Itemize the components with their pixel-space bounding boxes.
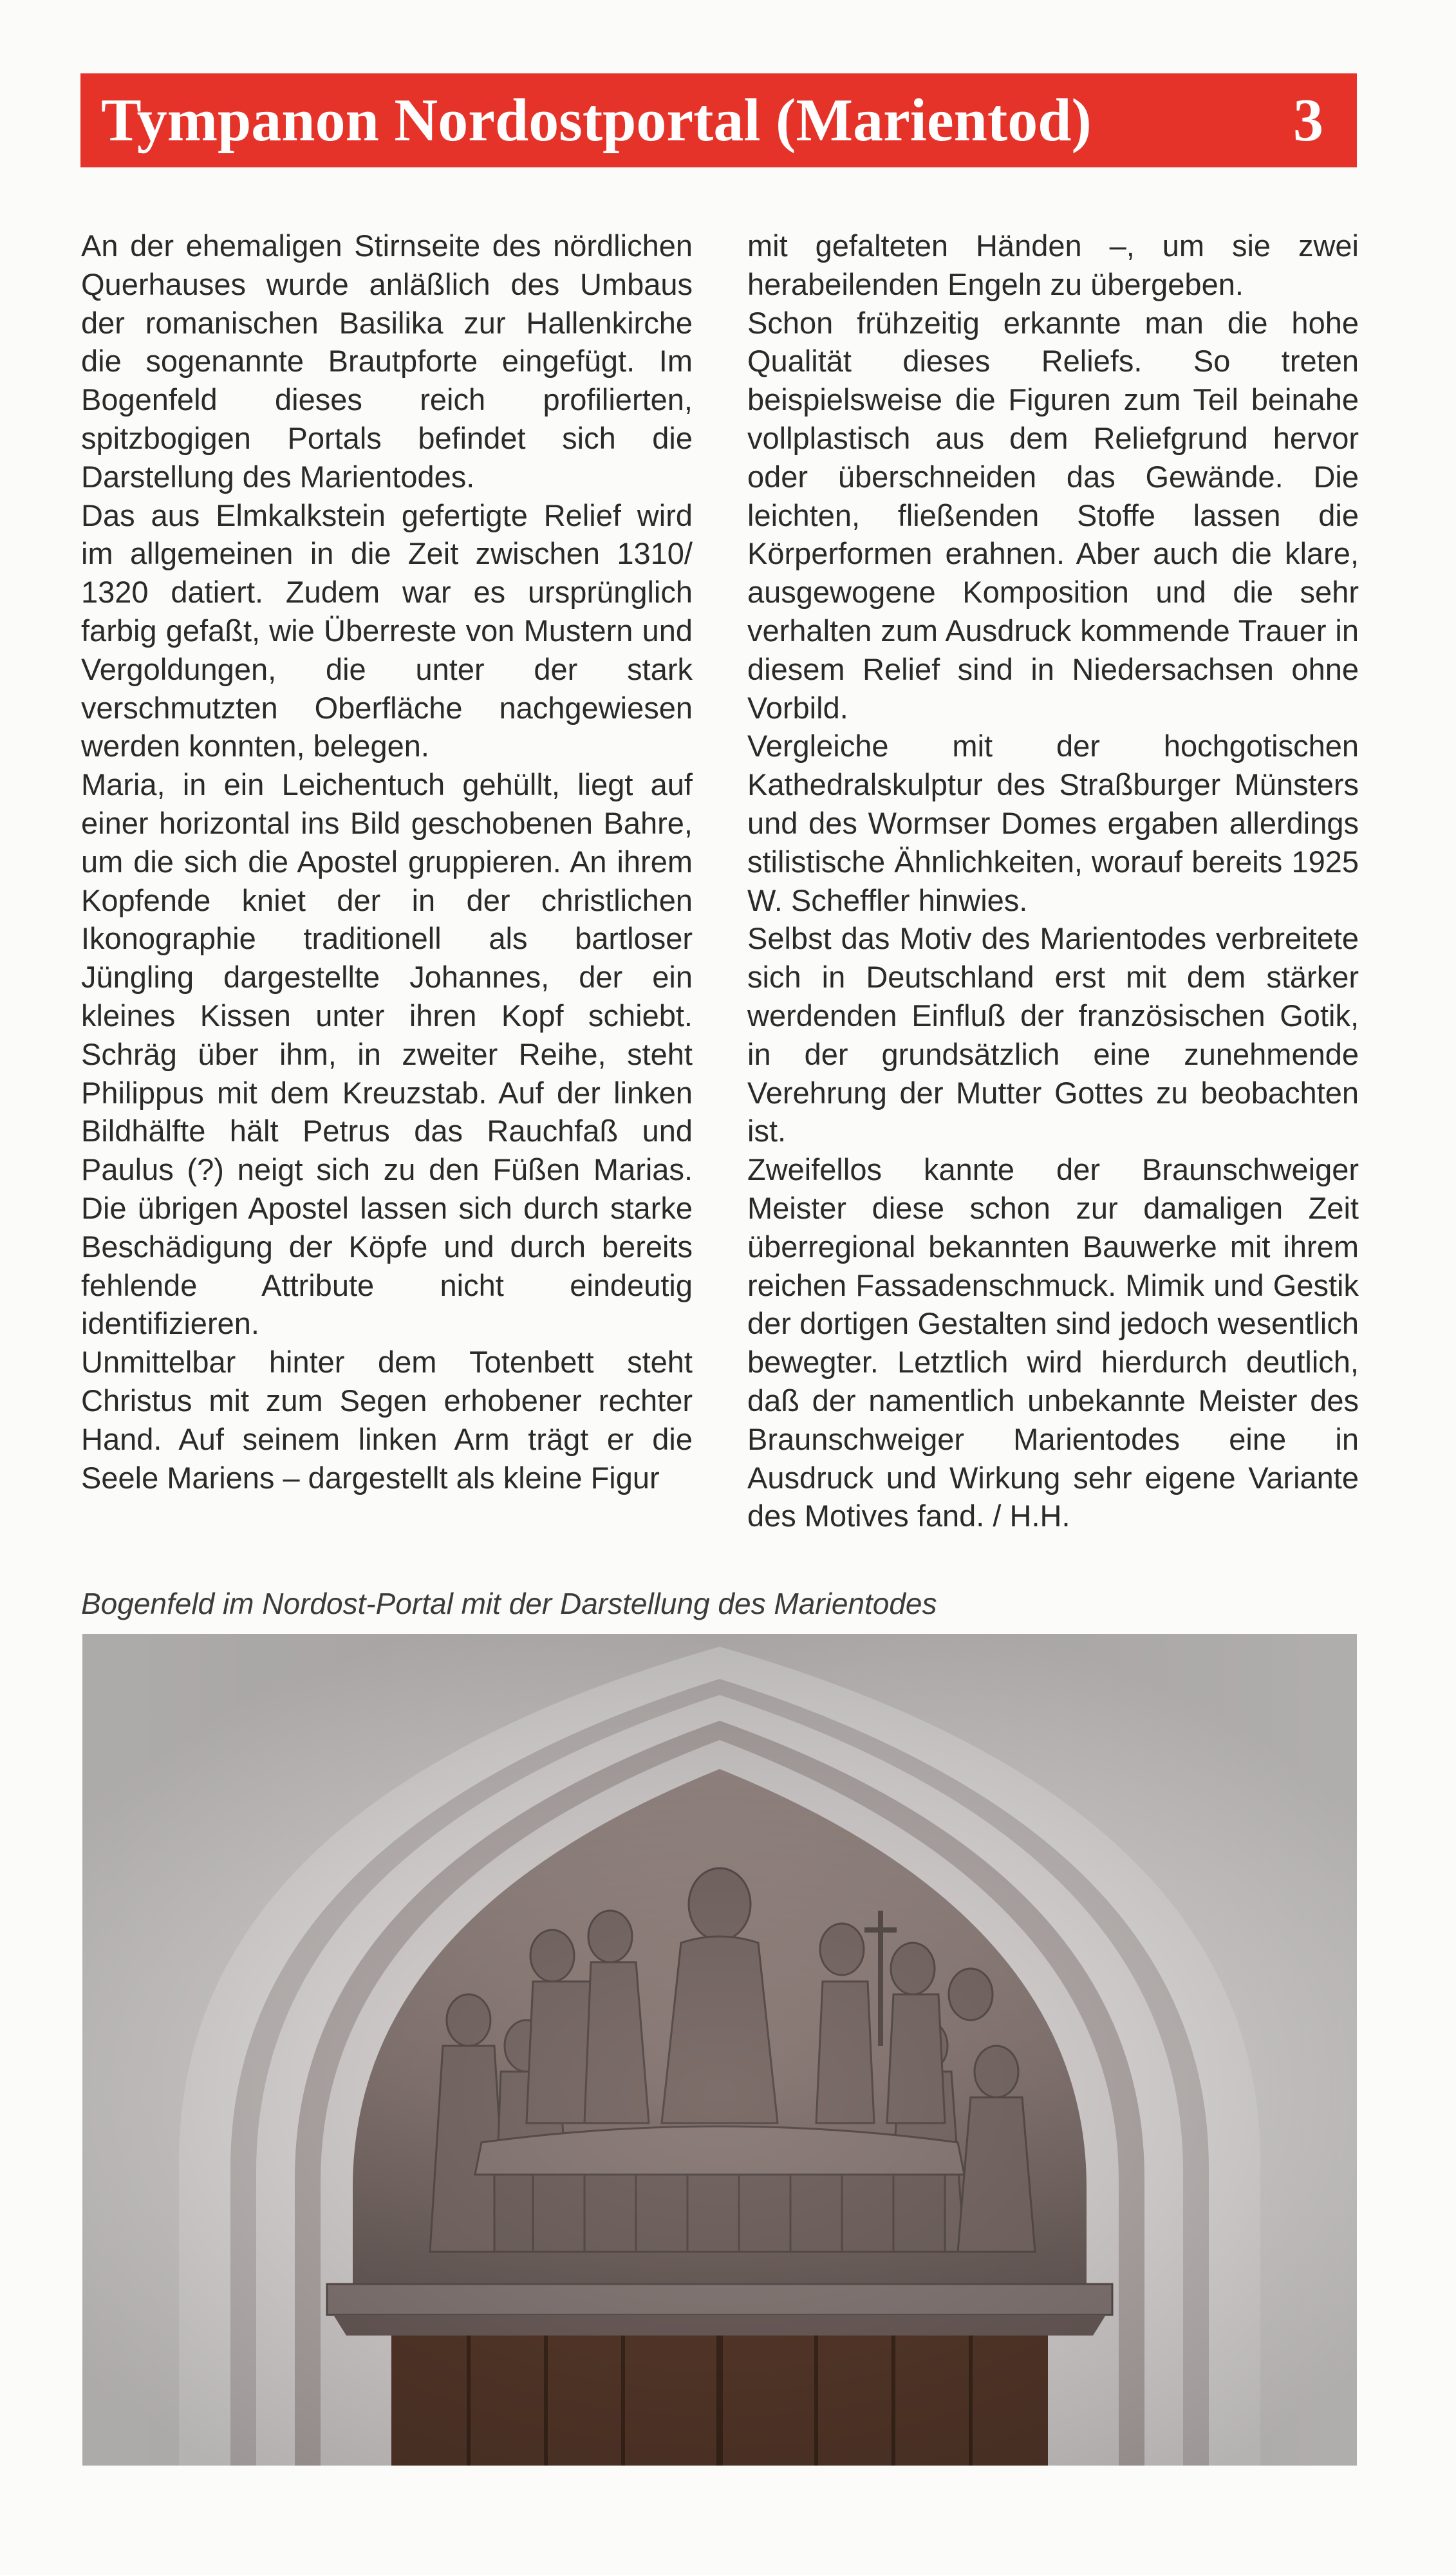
paragraph: Maria, in ein Leichentuch gehüllt, liegt auf einer horizontal ins Bild geschobenen Bahre, um die sich die Apostel gruppieren. An ihrem Kopfende kniet der in der christlichen Ikonographie traditionell als bartloser Jüngling dargestellte Johannes, der ein kleines Kissen unter ihren Kopf schiebt. Schräg über ihm, in zweiter Reihe, steht Philippus mit dem Kreuzstab. Auf der linken Bildhälfte hält Petrus das Rauchfaß und Paulus (?) neigt sich zu den Füßen Marias. Die übrigen Apostel lassen sich durch starke Beschädigung der Köpfe und durch bereits fehlende Attribute nicht eindeutig identifizieren.	[81, 767, 693, 1341]
paragraph: mit gefalteten Händen –, um sie zwei herabeilenden Engeln zu übergeben.	[747, 229, 1359, 301]
paragraph: Unmittelbar hinter dem Totenbett steht Christus mit zum Segen erhobener rechter Hand. Auf seinem linken Arm trägt er die Seele Mariens – dargestellt als kleine Figur	[81, 1345, 693, 1495]
paragraph: Selbst das Motiv des Marientodes verbreitete sich in Deutschland erst mit dem stärker werdenden Einfluß der französischen Gotik, in der grundsätzlich eine zunehmende Verehrung der Mutter Gottes zu beobachten ist.	[747, 921, 1359, 1148]
text-column-left	[81, 227, 693, 1497]
tympanum-photo	[82, 1634, 1357, 2466]
paragraph: Schon frühzeitig erkannte man die hohe Qualität dieses Reliefs. So treten beispielsweise die Figuren zum Teil beinahe vollplastisch aus dem Reliefgrund hervor oder überschneiden das Gewände. Die leichten, fließenden Stoffe lassen die Körperformen erahnen. Aber auch die klare, ausgewogene Komposition und die sehr verhalten zum Ausdruck kommende Trauer in diesem Relief sind in Niedersachsen ohne Vorbild.	[747, 305, 1359, 725]
page-number: 3	[1293, 87, 1323, 154]
section-header	[80, 73, 1357, 167]
figure-caption: Bogenfeld im Nordost-Portal mit der Darstellung des Marientodes	[81, 1587, 937, 1620]
paragraph: Zweifellos kannte der Braunschweiger Meister diese schon zur damaligen Zeit überregional bekannten Bauwerke mit ihrem reichen Fassadenschmuck. Mimik und Gestik der dortigen Gestalten sind jedoch wesentlich bewegter. Letztlich wird hierdurch deutlich, daß der namentlich unbekannte Meister des Braunschweiger Marientodes eine in Ausdruck und Wirkung sehr eigene Variante des Motives fand. / H.H.	[747, 1152, 1359, 1533]
text-column-right	[747, 227, 1359, 1535]
paragraph: Vergleiche mit der hochgotischen Kathedralskulptur des Straßburger Münsters und des Wormser Domes ergaben allerdings stilistische Ähnlichkeiten, worauf bereits 1925 W. Scheffler hinwies.	[747, 729, 1359, 917]
section-title: Tympanon Nordostportal (Marientod)	[101, 87, 1092, 154]
paragraph: An der ehemaligen Stirnseite des nördlichen Querhauses wurde anläßlich des Umbaus der romanischen Basilika zur Hallenkirche die sogenannte Brautpforte eingefügt. Im Bogenfeld dieses reich profilierten, spitzbogigen Portals befindet sich die Darstellung des Marientodes.	[81, 229, 693, 494]
paragraph: Das aus Elmkalkstein gefertigte Relief wird im allgemeinen in die Zeit zwischen 1310/ 1320 datiert. Zudem war es ursprünglich farbig gefaßt, wie Überreste von Mustern und Vergoldungen, die unter der stark verschmutzten Oberfläche nachgewiesen werden konnten, belegen.	[81, 498, 693, 763]
